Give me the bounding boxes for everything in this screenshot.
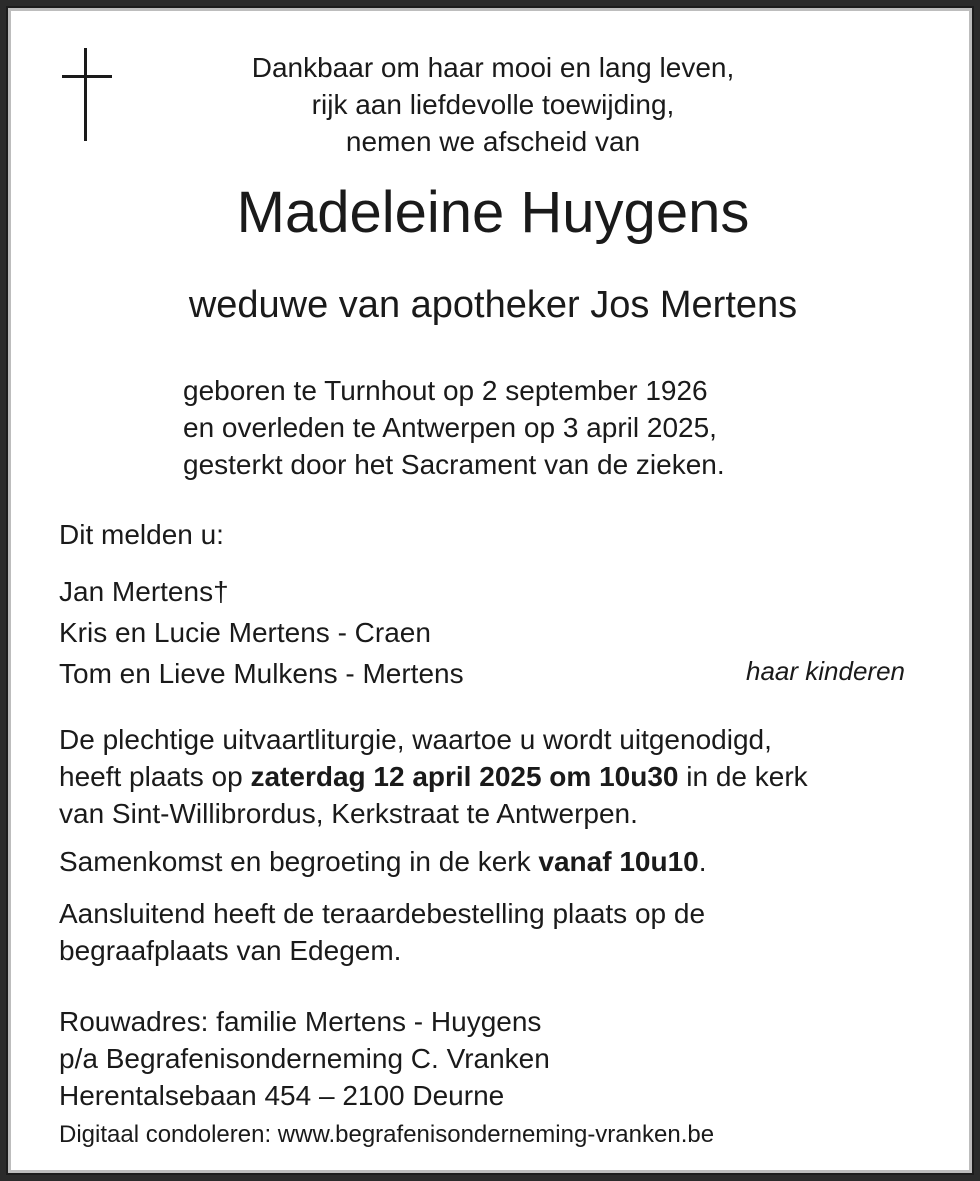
liturgy-date-time: zaterdag 12 april 2025 om 10u30 — [250, 761, 679, 792]
gathering-time: vanaf 10u10 — [538, 846, 699, 877]
address-line: p/a Begrafenisonderneming C. Vranken — [59, 1043, 550, 1074]
liturgy-line: De plechtige uitvaartliturgie, waartoe u wordt uitgenodigd, — [59, 724, 772, 755]
gathering-text — [59, 843, 707, 880]
burial-text — [59, 895, 705, 969]
intro-line: Dankbaar om haar mooi en lang leven, — [251, 52, 735, 83]
children-list — [59, 571, 464, 694]
child-name: Tom en Lieve Mulkens - Mertens — [59, 658, 464, 689]
mourning-address — [59, 1003, 550, 1114]
burial-line: Aansluitend heeft de teraardebestelling plaats op de — [59, 898, 706, 929]
liturgy-text-part: in de kerk — [678, 761, 808, 792]
intro-text — [11, 49, 975, 160]
burial-line: begraafplaats van Edegem. — [59, 935, 402, 966]
subtitle: weduwe van apotheker Jos Mertens — [188, 284, 798, 326]
announce-text: Dit melden u: — [59, 519, 224, 550]
liturgy-line: van Sint-Willibrordus, Kerkstraat te Antwerpen. — [59, 798, 638, 829]
condolence-link[interactable]: Digitaal condoleren: www.begrafenisonderneming-vranken.be — [59, 1121, 715, 1148]
birth-line: geboren te Turnhout op 2 september 1926 — [183, 375, 708, 406]
liturgy-text-part: heeft plaats op — [59, 761, 251, 792]
address-line: Herentalsebaan 454 – 2100 Deurne — [59, 1080, 505, 1111]
birth-line: en overleden te Antwerpen op 3 april 2025, — [183, 412, 717, 443]
children-label: haar kinderen — [746, 656, 905, 686]
gathering-text-part: . — [698, 846, 707, 877]
child-name: Jan Mertens† — [59, 576, 229, 607]
intro-line: nemen we afscheid van — [345, 126, 641, 157]
address-line: Rouwadres: familie Mertens - Huygens — [59, 1006, 542, 1037]
liturgy-line — [59, 758, 808, 795]
birth-line: gesterkt door het Sacrament van de zieken. — [183, 449, 725, 480]
deceased-name: Madeleine Huygens — [236, 180, 750, 245]
intro-line: rijk aan liefdevolle toewijding, — [311, 89, 675, 120]
birth-death-info — [183, 372, 725, 483]
gathering-text-part: Samenkomst en begroeting in de kerk — [59, 846, 539, 877]
liturgy-text — [59, 721, 808, 832]
obituary-card — [8, 8, 972, 1173]
child-name: Kris en Lucie Mertens - Craen — [59, 617, 431, 648]
